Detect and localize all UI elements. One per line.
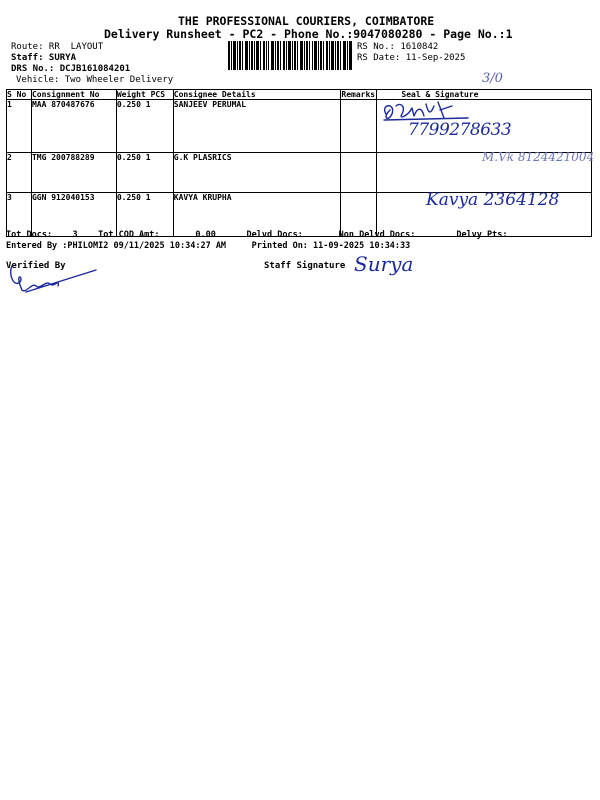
entered-printed-line: Entered By :PHILOMI2 09/11/2025 10:34:27 AM Printed On: 11-09-2025 10:34:33 (6, 241, 411, 251)
signature-row1-phone: 7799278633 (408, 120, 512, 140)
col-header-signature: Seal & Signature (377, 90, 592, 100)
row-consignee: G.K PLASRICS (173, 153, 341, 193)
row-weight: 0.250 (116, 193, 141, 202)
company-title: THE PROFESSIONAL COURIERS, COIMBATORE (178, 14, 435, 28)
totals-line: Tot Docs: 3 Tot COD Amt: 0.00 Delvd Docs: Non Delvd Docs: Delvy Pts: (6, 230, 508, 240)
runsheet-subtitle: Delivery Runsheet - PC2 - Phone No.:9047080280 - Page No.:1 (104, 27, 513, 41)
col-header-pcs: PCS (150, 90, 166, 99)
row-weight: 0.250 (116, 153, 141, 162)
row-consignee: SANJEEV PERUMAL (173, 100, 341, 153)
row-pcs: 1 (145, 153, 151, 162)
row-remarks (341, 100, 377, 153)
row-sno: 2 (7, 153, 32, 193)
col-header-weight: Weight (116, 90, 146, 99)
barcode-image (228, 41, 352, 70)
row-consignment: GGN 912040153 (31, 193, 116, 237)
row-weight-pcs (116, 100, 173, 153)
staff-label: Staff: SURYA (11, 53, 77, 63)
row-sno: 3 (7, 193, 32, 237)
staff-signature-image: Surya (354, 252, 414, 276)
verified-by-label: Verified By (6, 261, 66, 271)
col-header-consignment: Consignment No (31, 90, 116, 100)
row-pcs: 1 (145, 100, 151, 109)
row-weight-pcs (116, 153, 173, 193)
row-weight: 0.250 (116, 100, 141, 109)
signature-row3-text: Kavya 2364128 (426, 190, 560, 210)
handwritten-count: 3/0 (482, 71, 503, 86)
rs-number: RS No.: 1610842 (357, 42, 439, 52)
col-header-remarks: Remarks (341, 90, 376, 99)
row-pcs: 1 (145, 193, 151, 202)
row-consignment: MAA 870487676 (31, 100, 116, 153)
col-header-consignee: Consignee Details (173, 90, 341, 100)
drs-number: DRS No.: DCJB161084201 (11, 64, 131, 74)
row-consignee: KAVYA KRUPHA (173, 193, 341, 237)
col-header-sno: S No (7, 90, 32, 100)
signature-row2-text: M.Vk 8124421004 (482, 150, 595, 164)
verified-signature-image (6, 262, 101, 297)
rs-date: RS Date: 11-Sep-2025 (357, 53, 466, 63)
row-remarks (341, 153, 377, 193)
col-header-weight-pcs (116, 90, 173, 100)
vehicle-label: Vehicle: Two Wheeler Delivery (16, 75, 174, 85)
route-label: Route: RR LAYOUT (11, 42, 104, 52)
row-consignment: TMG 200788289 (31, 153, 116, 193)
row-sno: 1 (7, 100, 32, 153)
staff-signature-label: Staff Signature (264, 261, 346, 271)
